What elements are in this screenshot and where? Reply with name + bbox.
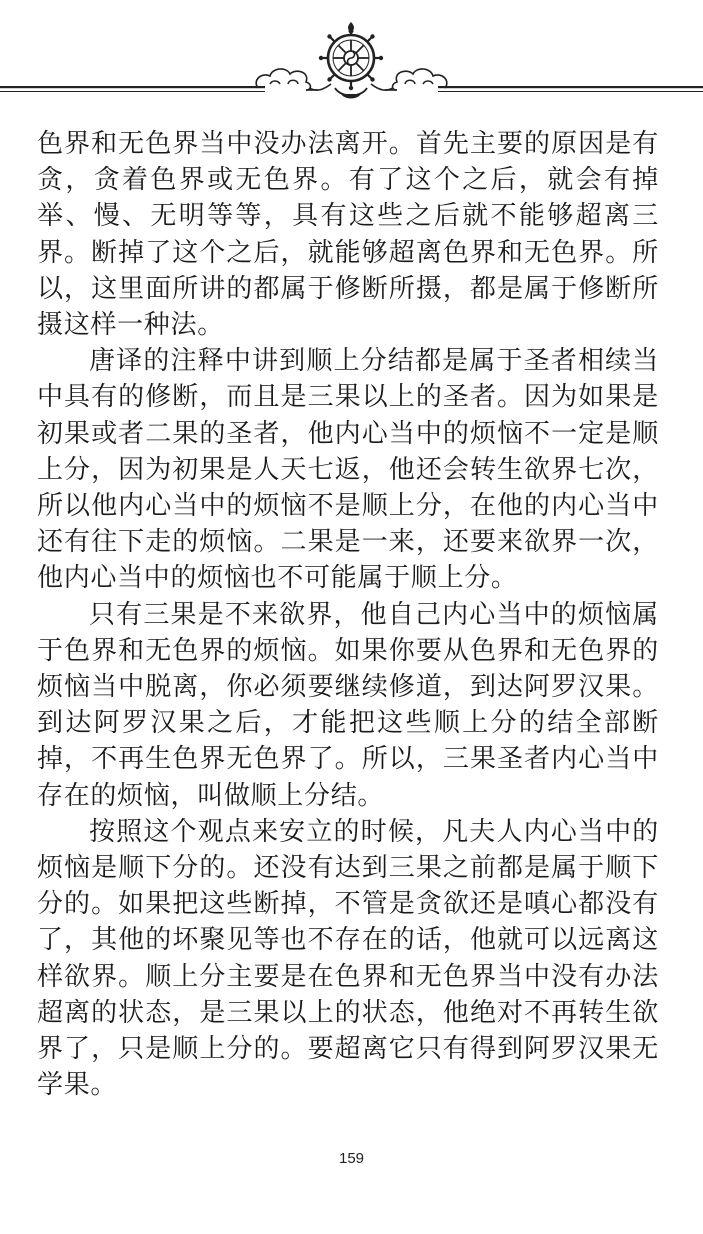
page-number: 159 (338, 1150, 365, 1167)
paragraph: 按照这个观点来安立的时候，凡夫人内心当中的烦恼是顺下分的。还没有达到三果之前都是属于顺下分的。如果把这些断掉，不管是贪欲还是嗔心都没有了，其他的坏聚见等也不存在的话，他就可以远离这样欲界。顺上分主要是在色界和无色界当中没有办法超离的状态，是三果以上的状态，他绝对不再转生欲界了，只是顺上分的。要超离它只有得到阿罗汉果无学果。 (37, 816, 659, 1101)
paragraph: 色界和无色界当中没办法离开。首先主要的原因是有贪，贪着色界或无色界。有了这个之后，就会有掉举、慢、无明等等，具有这些之后就不能够超离三界。断掉了这个之后，就能够超离色界和无色界。所以，这里面所讲的都属于修断所摄，都是属于修断所摄这样一种法。 (37, 129, 659, 341)
paragraph: 只有三果是不来欲界，他自己内心当中的烦恼属于色界和无色界的烦恼。如果你要从色界和无色界的烦恼当中脱离，你必须要继续修道，到达阿罗汉果。到达阿罗汉果之后，才能把这些顺上分的结全部断掉，不再生色界无色界了。所以，三果圣者内心当中存在的烦恼，叫做顺上分结。 (37, 599, 659, 811)
body-text (37, 126, 659, 1103)
paragraph: 唐译的注释中讲到顺上分结都是属于圣者相续当中具有的修断，而且是三果以上的圣者。因为如果是初果或者二果的圣者，他内心当中的烦恼不一定是顺上分，因为初果是人天七返，他还会转生欲界七次，所以他内心当中的烦恼不是顺上分，在他的内心当中还有往下走的烦恼。二果是一来，还要来欲界一次，他内心当中的烦恼也不可能属于顺上分。 (37, 346, 659, 594)
cloud-left-icon (256, 69, 318, 90)
dharma-wheel-icon (309, 22, 393, 99)
page-header (0, 0, 703, 110)
header-ornament (0, 0, 703, 110)
cloud-right-icon (385, 69, 447, 90)
header-rule-left (0, 86, 265, 92)
header-rule-right (438, 86, 703, 92)
